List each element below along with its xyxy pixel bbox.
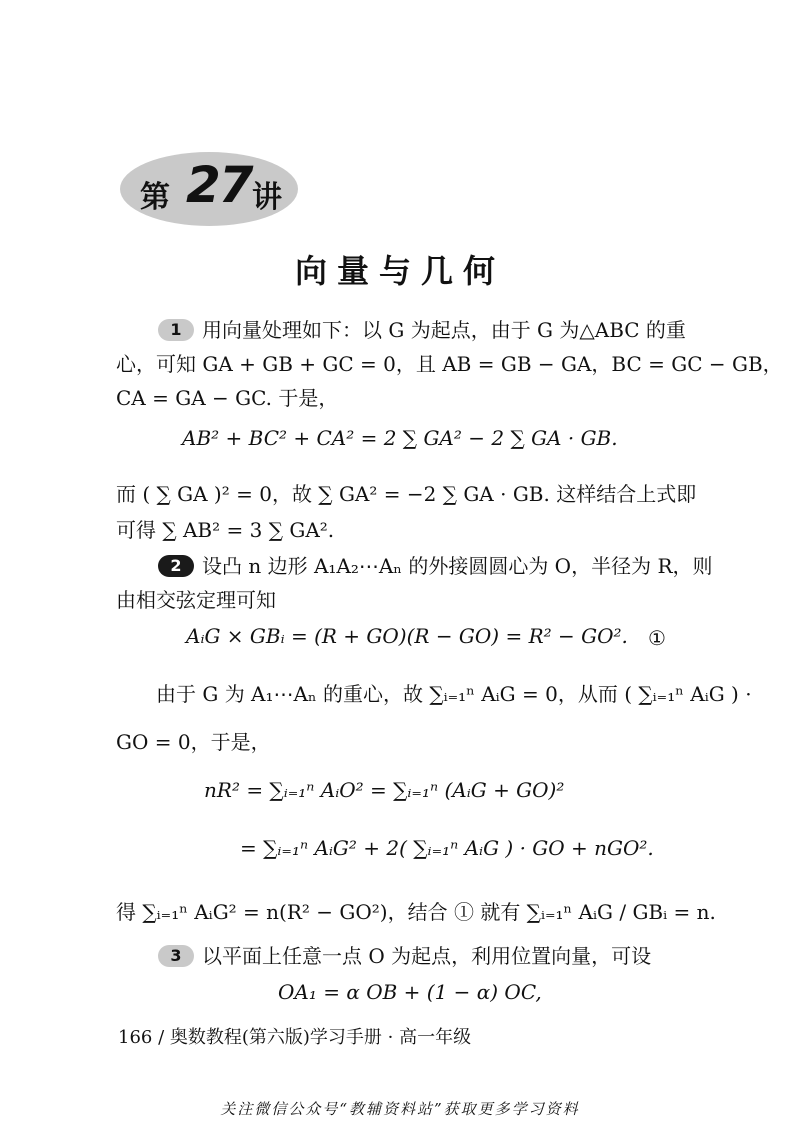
problem-1-line-1: 1 用向量处理如下：以 G 为起点，由于 G 为△ABC 的重 <box>158 316 686 344</box>
problem-3-equation-1: OA₁ = α OB + (1 − α) OC, <box>278 980 542 1004</box>
problem-2-line-4: GO = 0，于是， <box>116 730 271 754</box>
problem-2-line-2: 由相交弦定理可知 <box>116 588 276 612</box>
problem-2-line-5: 得 ∑ᵢ₌₁ⁿ AᵢG² = n(R² − GO²)，结合 ① 就有 ∑ᵢ₌₁ⁿ AᵢG / GBᵢ = n. <box>116 900 716 924</box>
page-title: 向量与几何 <box>294 252 505 290</box>
problem-number-badge: 2 <box>158 555 194 577</box>
lecture-number: 27 <box>186 156 252 214</box>
footer-page-info: 166 / 奥数教程(第六版)学习手册 · 高一年级 <box>118 1027 472 1048</box>
problem-1-equation-1: AB² + BC² + CA² = 2 ∑ GA² − 2 ∑ GA · GB. <box>182 426 618 450</box>
lecture-badge-suffix: 讲 <box>252 180 282 215</box>
problem-2-line-3: 由于 G 为 A₁⋯Aₙ 的重心，故 ∑ᵢ₌₁ⁿ AᵢG = 0，从而 ( ∑ᵢ₌₁ⁿ AᵢG ) · <box>156 682 752 706</box>
problem-number-badge: 1 <box>158 319 194 341</box>
problem-1-line-4: 而 ( ∑ GA )² = 0，故 ∑ GA² = −2 ∑ GA · GB. 这样结合上式即 <box>116 482 697 506</box>
problem-2-equation-2: nR² = ∑ᵢ₌₁ⁿ AᵢO² = ∑ᵢ₌₁ⁿ (AᵢG + GO)² <box>204 778 565 802</box>
problem-number-badge: 3 <box>158 945 194 967</box>
footer-watermark: 关注微信公众号“教辅资料站”获取更多学习资料 <box>220 1100 580 1118</box>
problem-1-line-3: CA = GA − GC. 于是， <box>116 386 339 410</box>
equation-tag: ① <box>648 626 666 650</box>
problem-2-equation-3: = ∑ᵢ₌₁ⁿ AᵢG² + 2( ∑ᵢ₌₁ⁿ AᵢG ) · GO + nGO². <box>240 836 654 860</box>
problem-2-line-1: 2 设凸 n 边形 A₁A₂⋯Aₙ 的外接圆圆心为 O，半径为 R，则 <box>158 552 713 580</box>
problem-1-line-5: 可得 ∑ AB² = 3 ∑ GA². <box>116 518 335 542</box>
problem-2-equation-1: AᵢG × GBᵢ = (R + GO)(R − GO) = R² − GO². <box>186 624 628 648</box>
problem-3-line-1: 3 以平面上任意一点 O 为起点，利用位置向量，可设 <box>158 942 651 970</box>
problem-1-line-2: 心，可知 GA + GB + GC = 0，且 AB = GB − GA，BC = GC − GB， <box>116 352 783 376</box>
lecture-badge-prefix: 第 <box>140 180 170 215</box>
